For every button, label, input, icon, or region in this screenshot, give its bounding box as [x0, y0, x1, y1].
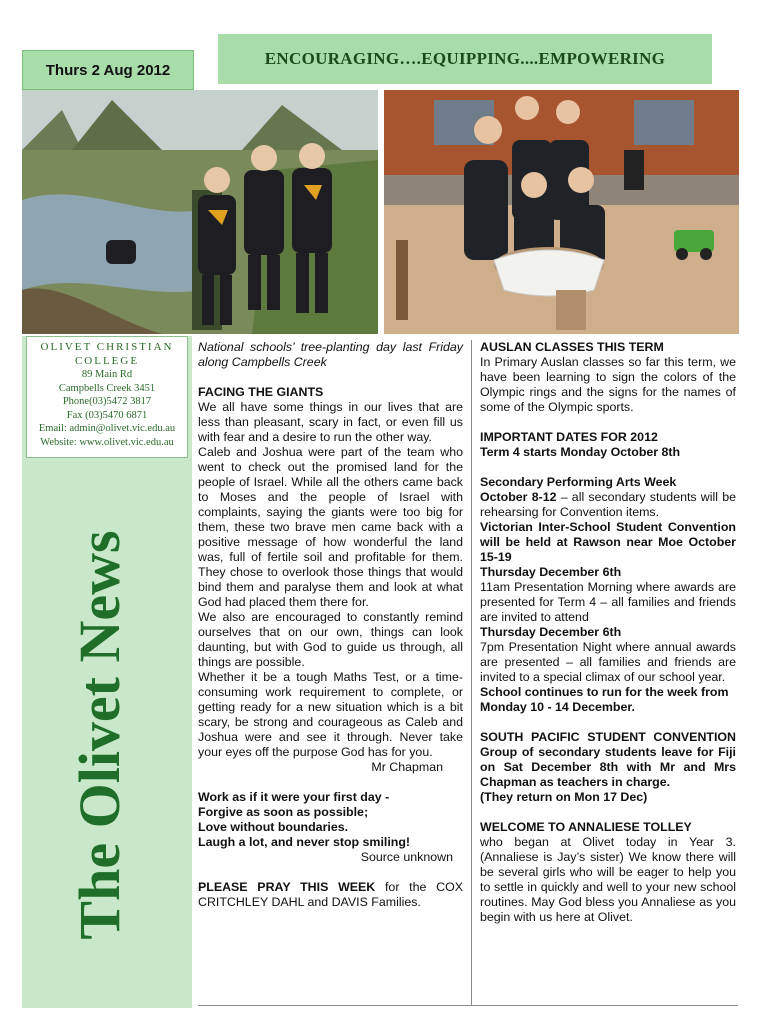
- giants-paragraph-4: Whether it be a tough Maths Test, or a time-consuming work requirement to complete, or getting ready for a new situation which is a bit scary, be strong and courageous as Caleb and Joshua were and see it through. Never take your eyes off the purpose God has for you.: [198, 670, 463, 759]
- giants-signature: Mr Chapman: [371, 760, 443, 774]
- presentation-night: 7pm Presentation Night where annual awards are presented – all families and friends are invited to a special climax of our school year.: [480, 640, 736, 684]
- college-fax: Fax (03)5470 6871: [66, 409, 148, 421]
- prayer-families: for the COX CRITCHLEY DAHL and DAVIS Families.: [198, 880, 463, 909]
- prayer-heading: PLEASE PRAY THIS WEEK: [198, 880, 376, 894]
- college-contact-box: [26, 336, 188, 458]
- vic-convention: Victorian Inter-School Student Convention will be held at Rawson near Moe October 15-19: [480, 520, 736, 564]
- photo-sandpit: [384, 90, 739, 334]
- school-continues: School continues to run for the week from Monday 10 - 14 December.: [480, 685, 729, 714]
- quote-line-4: Laugh a lot, and never stop smiling!: [198, 835, 411, 849]
- college-street: 89 Main Rd: [81, 369, 133, 380]
- perf-arts-dates: October 8-12: [480, 490, 557, 504]
- giants-paragraph-1: We all have some things in our lives that are less than pleasant, scary in fact, or even fill us with fear and a desire to run the other way.: [198, 400, 463, 444]
- quote-source: Source unknown: [360, 850, 453, 864]
- welcome-body: who began at Olivet today in Year 3. (Annaliese is Jay’s sister) We know there will be several girls who will be eager to help you to settle in quickly and well to your new school routines. May God bless you Annaliese as you begin with us here at Olivet.: [480, 835, 736, 924]
- quote-line-1: Work as if it were your first day -: [198, 790, 390, 804]
- middle-column: [198, 340, 463, 910]
- college-name-line2: COLLEGE: [74, 354, 140, 367]
- motto-text: ENCOURAGING….EQUIPPING....EMPOWERING: [264, 49, 666, 68]
- spsc-notice: SOUTH PACIFIC STUDENT CONVENTION Group of secondary students leave for Fiji on Sat December 8th with Mr and Mrs Chapman as teachers in charge.: [480, 730, 736, 789]
- giants-paragraph-2: Caleb and Joshua were part of the team who went to check out the promised land for the people of Israel. While all the others came back to Moses and the people of Israel with complaints, saying the giants were too big for them, these two brave men came back with a positive message of how wonderful the land was, full of fertile soil and profitable for them. They chose to overlook those things that would bind them and paralyse them and look at what God had placed them there for.: [198, 445, 463, 609]
- newsletter-masthead: The Olivet News: [67, 530, 132, 940]
- giants-heading: FACING THE GIANTS: [198, 385, 324, 399]
- college-website: Website: www.olivet.vic.edu.au: [40, 436, 174, 448]
- auslan-body: In Primary Auslan classes so far this term, we have been learning to sign the colors of the Olympic rings and the signs for the names of some of the Olympic sports.: [480, 355, 736, 414]
- presentation-morning: 11am Presentation Morning where awards are presented for Term 4 – all families and friends are invited to attend: [480, 580, 736, 624]
- college-email: Email: admin@olivet.vic.edu.au: [38, 423, 176, 434]
- perf-arts-rest: – all secondary students will be rehearsing for Convention items.: [480, 490, 736, 519]
- auslan-heading: AUSLAN CLASSES THIS TERM: [480, 340, 664, 354]
- perf-arts-detail: [480, 490, 736, 520]
- motto-banner: [218, 34, 712, 84]
- college-phone: Phone(03)5472 3817: [62, 396, 152, 407]
- issue-date: Thurs 2 Aug 2012: [45, 61, 171, 79]
- quote-line-3: Love without boundaries.: [198, 820, 349, 834]
- quote-line-2: Forgive as soon as possible;: [198, 805, 369, 819]
- photo-caption: National schools’ tree-planting day last Friday along Campbells Creek: [198, 340, 463, 369]
- dates-heading: IMPORTANT DATES FOR 2012: [480, 430, 658, 444]
- prayer-notice: [198, 880, 463, 910]
- thursday-heading-1: Thursday December 6th: [480, 565, 622, 579]
- giants-paragraph-3: We also are encouraged to constantly remind ourselves that on our own, things can look daunting, but with God to guide us through, all things are possible.: [198, 610, 463, 669]
- college-name-line1: OLIVET CHRISTIAN: [40, 341, 174, 353]
- footer-rule: [198, 1005, 738, 1006]
- term4-start: Term 4 starts Monday October 8th: [480, 445, 681, 459]
- right-column: [480, 340, 736, 925]
- perf-arts-heading: Secondary Performing Arts Week: [480, 475, 677, 489]
- date-banner: [22, 50, 194, 90]
- college-town: Campbells Creek 3451: [58, 382, 156, 394]
- photo-tree-planting: [22, 90, 378, 334]
- welcome-heading: WELCOME TO ANNALIESE TOLLEY: [480, 820, 692, 834]
- spsc-return: (They return on Mon 17 Dec): [480, 790, 648, 804]
- column-divider: [471, 340, 472, 1005]
- thursday-heading-2: Thursday December 6th: [480, 625, 622, 639]
